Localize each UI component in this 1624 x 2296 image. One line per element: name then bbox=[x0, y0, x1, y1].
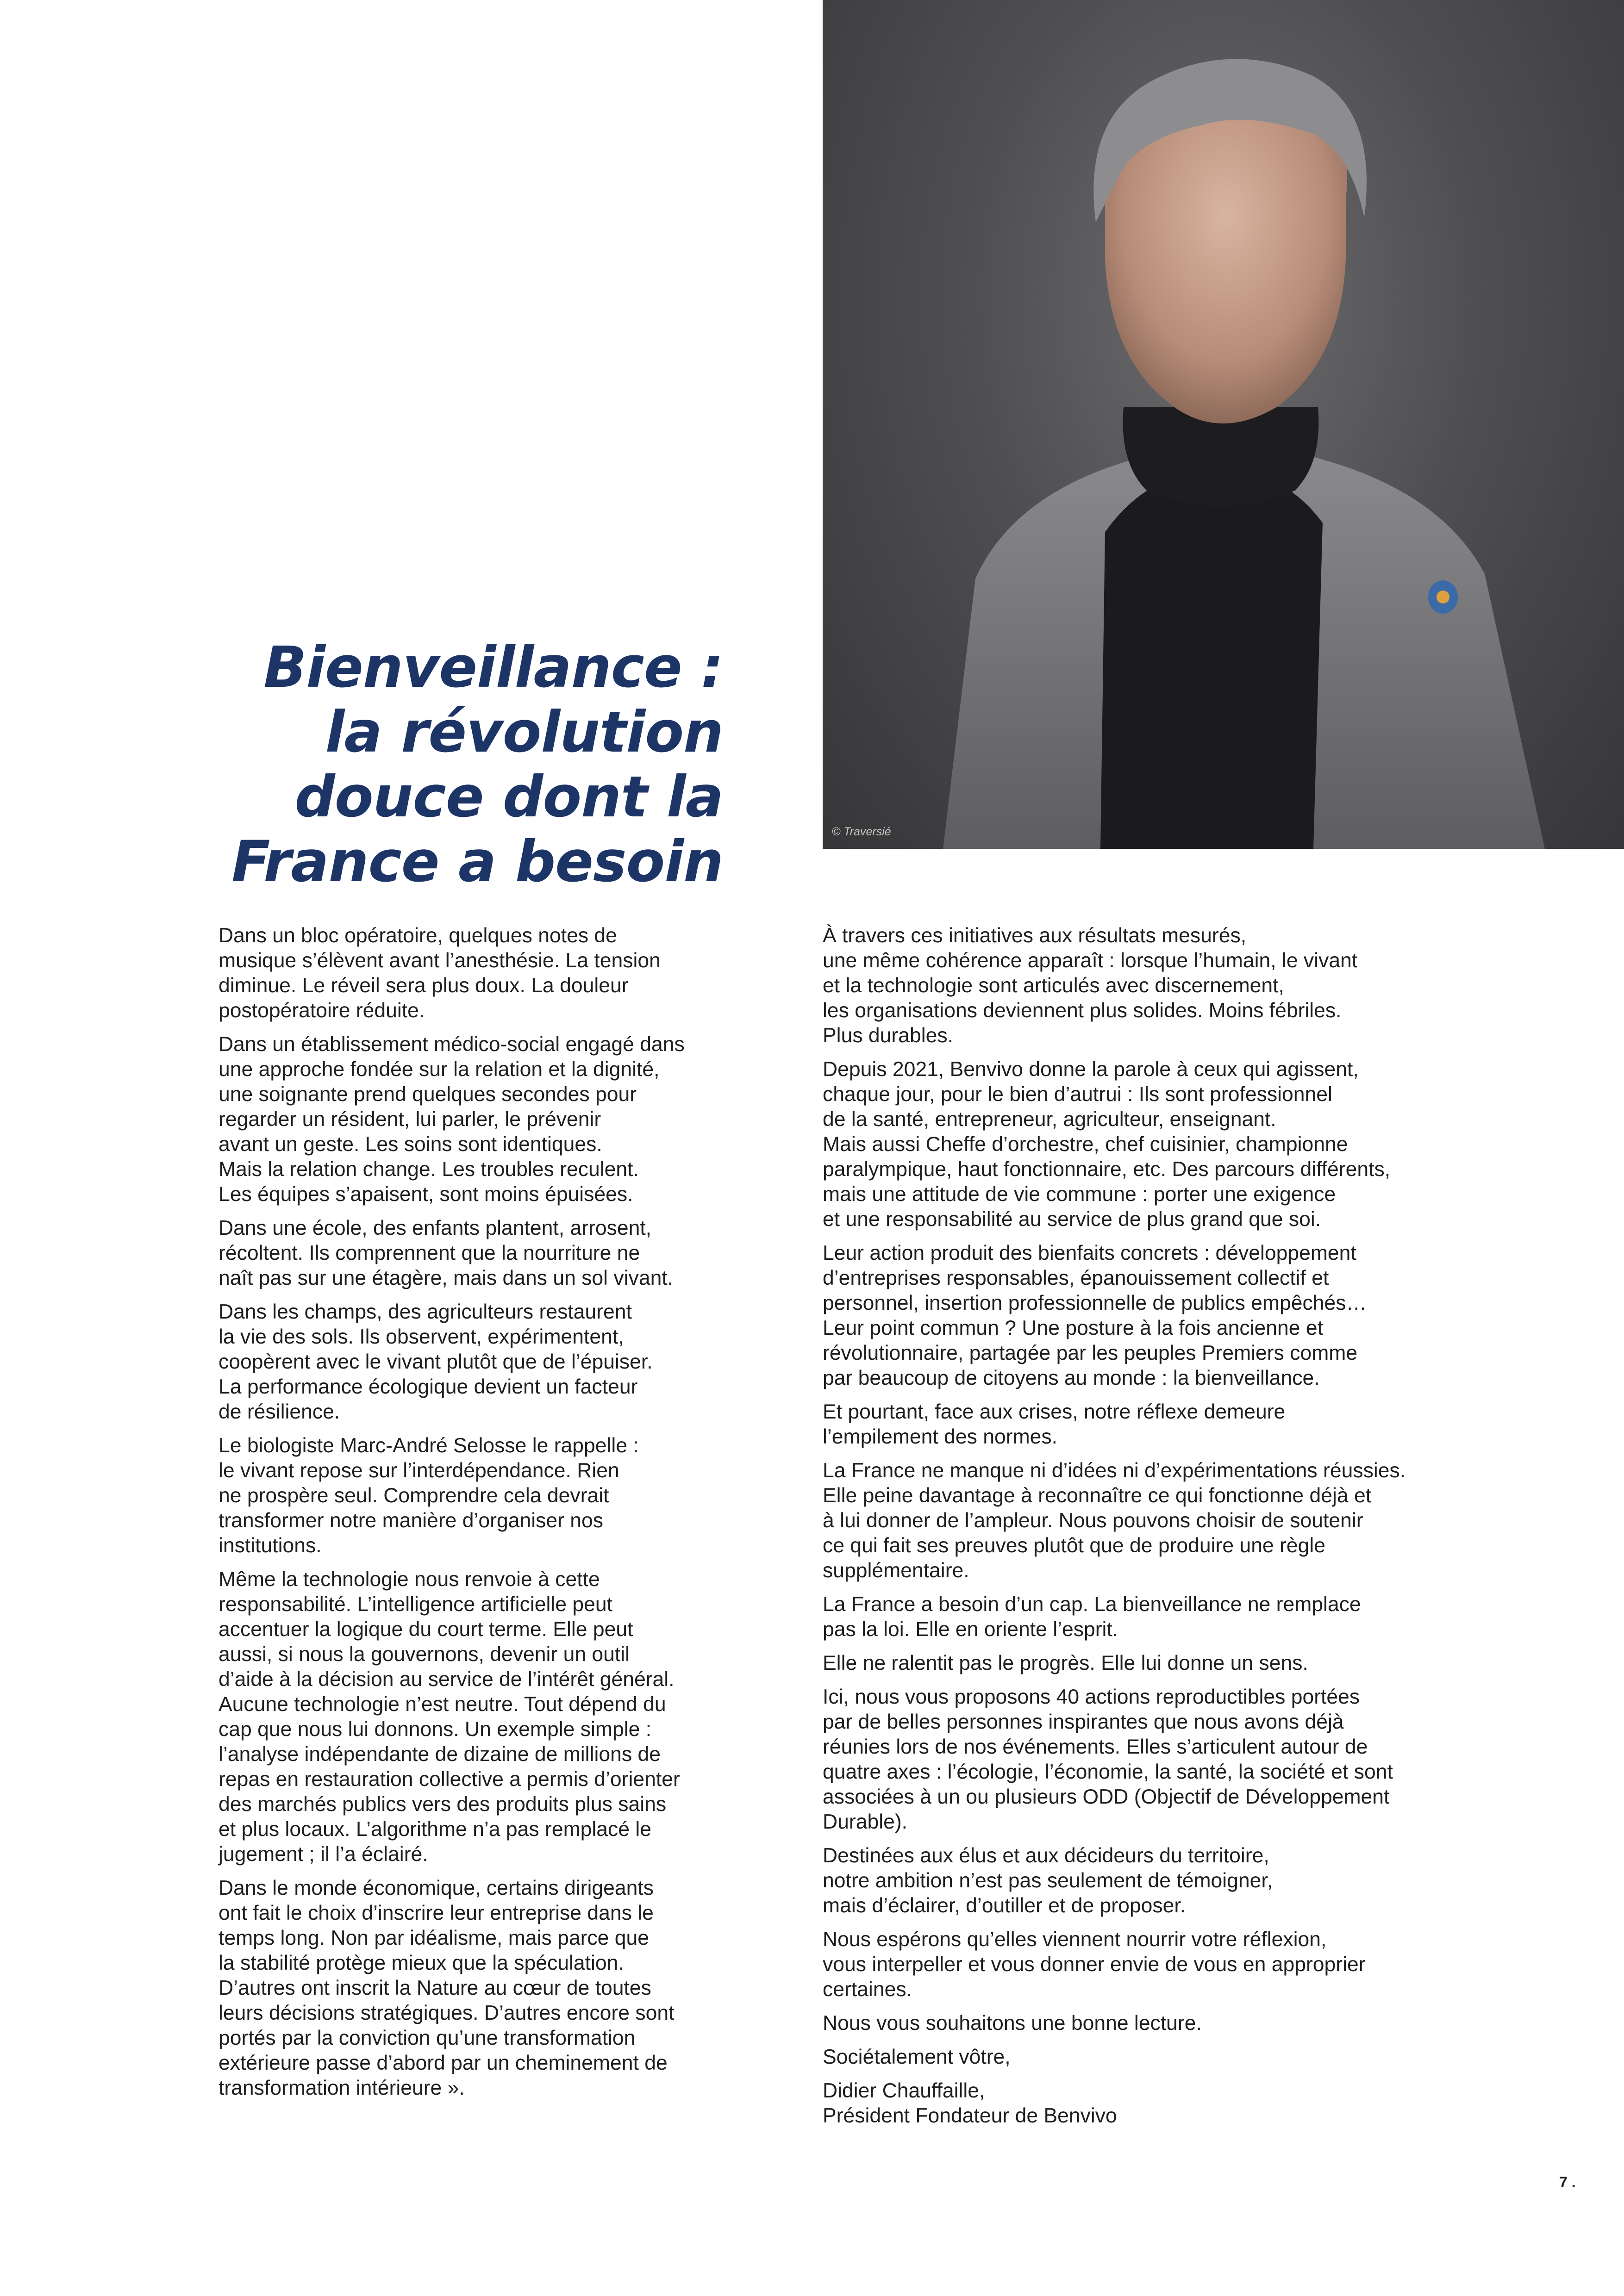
text-line: Leur action produit des bienfaits concrets : développement bbox=[823, 1242, 1356, 1264]
text-line: des marchés publics vers des produits plus sains bbox=[219, 1793, 667, 1816]
text-line: l’empilement des normes. bbox=[823, 1425, 1058, 1448]
paragraph bbox=[823, 1241, 1517, 1391]
paragraph bbox=[823, 1685, 1517, 1835]
text-line: institutions. bbox=[219, 1534, 322, 1557]
text-line: Mais aussi Cheffe d’orchestre, chef cuisinier, championne bbox=[823, 1133, 1348, 1156]
paragraph bbox=[219, 1876, 751, 2101]
text-line: aussi, si nous la gouvernons, devenir un outil bbox=[219, 1643, 630, 1666]
text-line: récoltent. Ils comprennent que la nourriture ne bbox=[219, 1242, 640, 1264]
text-line: Depuis 2021, Benvivo donne la parole à ceux qui agissent, bbox=[823, 1058, 1359, 1081]
text-line: paralympique, haut fonctionnaire, etc. Des parcours différents, bbox=[823, 1158, 1391, 1181]
text-line: Dans un bloc opératoire, quelques notes de bbox=[219, 924, 617, 947]
text-line: Mais la relation change. Les troubles reculent. bbox=[219, 1158, 639, 1181]
text-line: d’entreprises responsables, épanouissement collectif et bbox=[823, 1267, 1329, 1289]
text-line: réunies lors de nos événements. Elles s’articulent autour de bbox=[823, 1736, 1368, 1758]
text-line: Les équipes s’apaisent, sont moins épuisées. bbox=[219, 1183, 633, 1206]
text-line: Président Fondateur de Benvivo bbox=[823, 2104, 1117, 2127]
text-line: la vie des sols. Ils observent, expérimentent, bbox=[219, 1325, 624, 1348]
text-line: mais d’éclairer, d’outiller et de proposer. bbox=[823, 1894, 1186, 1917]
paragraph bbox=[219, 1032, 751, 1207]
left-column bbox=[219, 923, 751, 2109]
text-line: associées à un ou plusieurs ODD (Objectif de Développement bbox=[823, 1786, 1390, 1808]
text-line: La France a besoin d’un cap. La bienveillance ne remplace bbox=[823, 1593, 1361, 1616]
text-line: Elle ne ralentit pas le progrès. Elle lui donne un sens. bbox=[823, 1652, 1308, 1674]
text-line: transformer notre manière d’organiser nos bbox=[219, 1509, 604, 1532]
text-line: Dans une école, des enfants plantent, arrosent, bbox=[219, 1217, 652, 1239]
text-line: Sociétalement vôtre, bbox=[823, 2046, 1011, 2068]
paragraph bbox=[823, 1592, 1517, 1642]
text-line: jugement ; il l’a éclairé. bbox=[219, 1843, 428, 1866]
paragraph bbox=[219, 1216, 751, 1291]
text-line: notre ambition n’est pas seulement de témoigner, bbox=[823, 1869, 1273, 1892]
text-line: D’autres ont inscrit la Nature au cœur de toutes bbox=[219, 1977, 651, 1999]
text-line: transformation intérieure ». bbox=[219, 2077, 465, 2099]
text-line: le vivant repose sur l’interdépendance. Rien bbox=[219, 1459, 619, 1482]
paragraph bbox=[823, 1651, 1517, 1676]
text-line: Durable). bbox=[823, 1811, 908, 1833]
paragraph bbox=[823, 1400, 1517, 1450]
text-line: Nous espérons qu’elles viennent nourrir votre réflexion, bbox=[823, 1928, 1327, 1951]
text-line: supplémentaire. bbox=[823, 1559, 969, 1582]
text-line: les organisations deviennent plus solides. Moins fébriles. bbox=[823, 999, 1342, 1022]
right-column bbox=[823, 923, 1517, 2137]
text-line: Destinées aux élus et aux décideurs du territoire, bbox=[823, 1844, 1269, 1867]
text-line: Dans les champs, des agriculteurs restaurent bbox=[219, 1300, 632, 1323]
text-line: Et pourtant, face aux crises, notre réflexe demeure bbox=[823, 1400, 1286, 1423]
text-line: par de belles personnes inspirantes que nous avons déjà bbox=[823, 1711, 1344, 1733]
text-line: Ici, nous vous proposons 40 actions reproductibles portées bbox=[823, 1686, 1360, 1708]
title-line: la révolution bbox=[325, 699, 723, 765]
text-line: postopératoire réduite. bbox=[219, 999, 425, 1022]
text-line: portés par la conviction qu’une transformation bbox=[219, 2027, 636, 2049]
portrait-illustration bbox=[823, 0, 1624, 849]
text-line: pas la loi. Elle en oriente l’esprit. bbox=[823, 1618, 1118, 1641]
paragraph bbox=[219, 923, 751, 1023]
text-line: Dans le monde économique, certains dirigeants bbox=[219, 1877, 654, 1899]
photo-credit: © Traversié bbox=[832, 825, 891, 838]
text-line: naît pas sur une étagère, mais dans un sol vivant. bbox=[219, 1267, 674, 1289]
text-line: temps long. Non par idéalisme, mais parce que bbox=[219, 1927, 650, 1949]
text-line: certaines. bbox=[823, 1978, 912, 2001]
paragraph bbox=[219, 1433, 751, 1558]
page-title bbox=[139, 635, 723, 894]
text-line: coopèrent avec le vivant plutôt que de l’épuiser. bbox=[219, 1350, 653, 1373]
text-line: Nous vous souhaitons une bonne lecture. bbox=[823, 2012, 1202, 2035]
text-line: une soignante prend quelques secondes pour bbox=[219, 1083, 637, 1106]
text-line: accentuer la logique du court terme. Elle peut bbox=[219, 1618, 633, 1641]
text-line: Aucune technologie n’est neutre. Tout dépend du bbox=[219, 1693, 666, 1716]
text-line: Didier Chauffaille, bbox=[823, 2079, 985, 2102]
text-line: par beaucoup de citoyens au monde : la bienveillance. bbox=[823, 1367, 1320, 1389]
text-line: Dans un établissement médico-social engagé dans bbox=[219, 1033, 685, 1056]
text-line: repas en restauration collective a permis d’orienter bbox=[219, 1768, 680, 1791]
text-line: Même la technologie nous renvoie à cette bbox=[219, 1568, 600, 1591]
text-line: d’aide à la décision au service de l’intérêt général. bbox=[219, 1668, 675, 1691]
text-line: et plus locaux. L’algorithme n’a pas remplacé le bbox=[219, 1818, 652, 1841]
text-line: avant un geste. Les soins sont identiques. bbox=[219, 1133, 602, 1156]
text-line: ont fait le choix d’inscrire leur entreprise dans le bbox=[219, 1902, 654, 1924]
text-line: Elle peine davantage à reconnaître ce qui fonctionne déjà et bbox=[823, 1484, 1372, 1507]
text-line: chaque jour, pour le bien d’autrui : Ils sont professionnel bbox=[823, 1083, 1332, 1106]
paragraph bbox=[823, 1057, 1517, 1232]
title-line: douce dont la bbox=[294, 764, 723, 830]
text-line: Le biologiste Marc-André Selosse le rappelle : bbox=[219, 1434, 639, 1457]
text-line: quatre axes : l’écologie, l’économie, la santé, la société et sont bbox=[823, 1761, 1393, 1783]
paragraph bbox=[823, 2045, 1517, 2070]
text-line: Plus durables. bbox=[823, 1024, 953, 1047]
text-line: une approche fondée sur la relation et la dignité, bbox=[219, 1058, 660, 1081]
paragraph bbox=[823, 1843, 1517, 1918]
text-line: ce qui fait ses preuves plutôt que de produire une règle bbox=[823, 1534, 1326, 1557]
paragraph bbox=[823, 1458, 1517, 1583]
text-line: vous interpeller et vous donner envie de vous en approprier bbox=[823, 1953, 1366, 1976]
text-line: La France ne manque ni d’idées ni d’expérimentations réussies. bbox=[823, 1459, 1406, 1482]
title-line: Bienveillance : bbox=[263, 634, 723, 700]
portrait-photo bbox=[823, 0, 1624, 849]
text-line: regarder un résident, lui parler, le prévenir bbox=[219, 1108, 601, 1131]
text-line: diminue. Le réveil sera plus doux. La douleur bbox=[219, 974, 629, 997]
text-line: extérieure passe d’abord par un cheminement de bbox=[219, 2052, 668, 2074]
text-line: mais une attitude de vie commune : porter une exigence bbox=[823, 1183, 1336, 1206]
page-number: 7 . bbox=[1559, 2174, 1576, 2190]
paragraph bbox=[823, 1927, 1517, 2002]
text-line: et la technologie sont articulés avec discernement, bbox=[823, 974, 1284, 997]
title-line: France a besoin bbox=[231, 828, 723, 895]
text-line: responsabilité. L’intelligence artificielle peut bbox=[219, 1593, 612, 1616]
text-line: La performance écologique devient un facteur bbox=[219, 1375, 638, 1398]
text-line: et une responsabilité au service de plus grand que soi. bbox=[823, 1208, 1321, 1231]
text-line: cap que nous lui donnons. Un exemple simple : bbox=[219, 1718, 652, 1741]
text-line: ne prospère seul. Comprendre cela devrait bbox=[219, 1484, 609, 1507]
text-line: à lui donner de l’ampleur. Nous pouvons choisir de soutenir bbox=[823, 1509, 1363, 1532]
paragraph bbox=[219, 1300, 751, 1425]
text-line: l’analyse indépendante de dizaine de millions de bbox=[219, 1743, 661, 1766]
text-line: révolutionnaire, partagée par les peuples Premiers comme bbox=[823, 1342, 1358, 1364]
text-line: À travers ces initiatives aux résultats mesurés, bbox=[823, 924, 1247, 947]
text-line: de résilience. bbox=[219, 1400, 340, 1423]
text-line: une même cohérence apparaît : lorsque l’humain, le vivant bbox=[823, 949, 1358, 972]
text-line: Leur point commun ? Une posture à la fois ancienne et bbox=[823, 1317, 1324, 1339]
text-line: leurs décisions stratégiques. D’autres encore sont bbox=[219, 2002, 675, 2024]
paragraph bbox=[823, 2078, 1517, 2128]
paragraph bbox=[823, 2011, 1517, 2036]
text-line: de la santé, entrepreneur, agriculteur, enseignant. bbox=[823, 1108, 1276, 1131]
paragraph bbox=[219, 1567, 751, 1867]
paragraph bbox=[823, 923, 1517, 1048]
text-line: personnel, insertion professionnelle de publics empêchés… bbox=[823, 1292, 1367, 1314]
text-line: musique s’élèvent avant l’anesthésie. La tension bbox=[219, 949, 661, 972]
text-line: la stabilité protège mieux que la spéculation. bbox=[219, 1952, 624, 1974]
